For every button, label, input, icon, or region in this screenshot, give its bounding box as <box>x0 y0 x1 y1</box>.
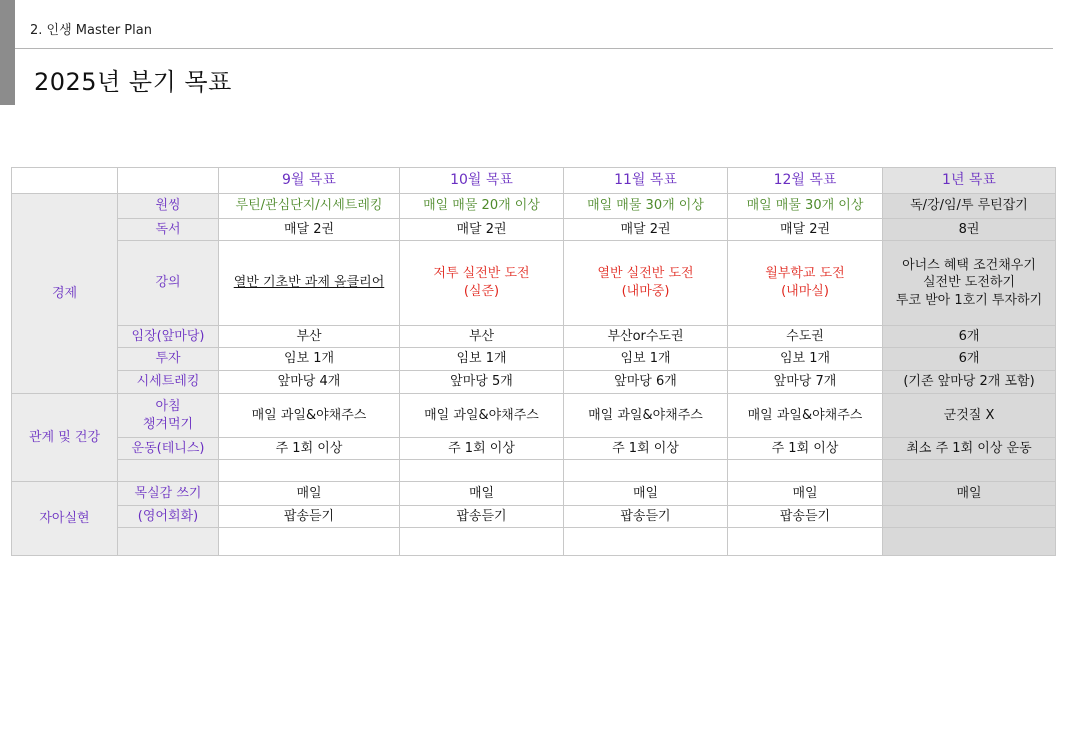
table-cell <box>219 460 400 482</box>
table-cell: 매일 <box>219 482 400 506</box>
table-cell: 최소 주 1회 이상 운동 <box>883 438 1056 460</box>
table-cell <box>883 528 1056 556</box>
table-cell: 매일 매물 20개 이상 <box>400 194 564 219</box>
table-cell: 매일 과일&야채주스 <box>728 394 883 438</box>
row-label-tracking: 시세트레킹 <box>118 371 219 394</box>
cell-note: (내마실) <box>781 284 829 299</box>
table-cell <box>728 241 883 326</box>
table-cell: 임보 1개 <box>400 348 564 371</box>
table-cell: 6개 <box>883 348 1056 371</box>
table-cell: 부산or수도권 <box>564 326 728 348</box>
table-row <box>12 460 1056 482</box>
table-row <box>12 394 1056 438</box>
table-cell: 앞마당 7개 <box>728 371 883 394</box>
row-label-exercise: 운동(테니스) <box>118 438 219 460</box>
table-cell: 독/강/임/투 루틴잡기 <box>883 194 1056 219</box>
table-cell: 임보 1개 <box>564 348 728 371</box>
category-self: 자아실현 <box>12 482 118 556</box>
table-cell: 주 1회 이상 <box>219 438 400 460</box>
table-cell: (기존 앞마당 2개 포함) <box>883 371 1056 394</box>
table-cell: 앞마당 5개 <box>400 371 564 394</box>
table-cell: 앞마당 4개 <box>219 371 400 394</box>
table-row <box>12 219 1056 241</box>
table-cell: 8권 <box>883 219 1056 241</box>
table-cell: 주 1회 이상 <box>728 438 883 460</box>
table-cell: 열반 기초반 과제 올클리어 <box>219 241 400 326</box>
table-cell: 매일 매물 30개 이상 <box>728 194 883 219</box>
table-row <box>12 482 1056 506</box>
section-label: 2. 인생 Master Plan <box>30 23 152 38</box>
table-cell: 팝송듣기 <box>400 506 564 528</box>
table-cell <box>219 528 400 556</box>
row-label-empty <box>118 460 219 482</box>
header-row <box>12 168 1056 194</box>
table-cell: 임보 1개 <box>219 348 400 371</box>
header-nov: 11월 목표 <box>564 168 728 194</box>
row-label-lecture: 강의 <box>118 241 219 326</box>
row-label-visit: 임장(앞마당) <box>118 326 219 348</box>
header-divider <box>15 48 1053 49</box>
table-row <box>12 241 1056 326</box>
row-label-gratitude: 목실감 쓰기 <box>118 482 219 506</box>
goal-table <box>11 167 1056 556</box>
table-cell: 부산 <box>219 326 400 348</box>
table-cell: 매일 매물 30개 이상 <box>564 194 728 219</box>
table-cell <box>564 460 728 482</box>
table-cell: 앞마당 6개 <box>564 371 728 394</box>
cell-note: (내마중) <box>621 284 670 299</box>
category-relation-health: 관계 및 건강 <box>12 394 118 482</box>
row-label-english: (영어회화) <box>118 506 219 528</box>
table-cell: 매일 <box>400 482 564 506</box>
table-cell: 매달 2권 <box>728 219 883 241</box>
table-row <box>12 194 1056 219</box>
side-accent-bar <box>0 0 15 105</box>
header-sep: 9월 목표 <box>219 168 400 194</box>
category-economy: 경제 <box>12 194 118 394</box>
table-cell: 매일 과일&야채주스 <box>564 394 728 438</box>
table-cell: 임보 1개 <box>728 348 883 371</box>
table-cell: 팝송듣기 <box>219 506 400 528</box>
row-label-onething: 원씽 <box>118 194 219 219</box>
table-cell <box>883 506 1056 528</box>
table-cell: 매달 2권 <box>564 219 728 241</box>
cell-line: 실전반 도전하기 <box>922 275 1016 291</box>
table-cell <box>564 241 728 326</box>
table-cell <box>728 460 883 482</box>
header-dec: 12월 목표 <box>728 168 883 194</box>
table-cell: 주 1회 이상 <box>400 438 564 460</box>
corner-cell <box>12 168 118 194</box>
table-cell <box>400 241 564 326</box>
page-title: 2025년 분기 목표 <box>34 68 232 96</box>
cell-line: 투코 받아 1호기 투자하기 <box>895 292 1043 308</box>
table-cell: 주 1회 이상 <box>564 438 728 460</box>
table-cell <box>400 460 564 482</box>
table-cell: 매일 과일&야채주스 <box>219 394 400 438</box>
table-row <box>12 371 1056 394</box>
table-cell: 매일 <box>728 482 883 506</box>
table-cell: 군것질 X <box>883 394 1056 438</box>
cell-note: (실준) <box>463 284 500 299</box>
table-cell: 수도권 <box>728 326 883 348</box>
label-line: 챙겨먹기 <box>142 416 194 432</box>
table-cell: 팝송듣기 <box>728 506 883 528</box>
table-cell: 매일 과일&야채주스 <box>400 394 564 438</box>
table-cell <box>728 528 883 556</box>
label-line: 아침 <box>155 398 181 414</box>
table-cell <box>400 528 564 556</box>
table-cell: 매달 2권 <box>400 219 564 241</box>
cell-line: 열반 실전반 도전 <box>597 266 694 282</box>
header-oct: 10월 목표 <box>400 168 564 194</box>
cell-line: 저투 실전반 도전 <box>433 266 530 282</box>
cell-line: 아너스 혜택 조건채우기 <box>902 257 1036 273</box>
table-cell: 매일 <box>564 482 728 506</box>
table-row <box>12 528 1056 556</box>
table-row <box>12 348 1056 371</box>
cell-line: 월부학교 도전 <box>765 266 845 282</box>
row-label-invest: 투자 <box>118 348 219 371</box>
corner-cell <box>118 168 219 194</box>
row-label-breakfast <box>118 394 219 438</box>
table-cell <box>564 528 728 556</box>
row-label-empty <box>118 528 219 556</box>
table-cell: 팝송듣기 <box>564 506 728 528</box>
table-cell: 루틴/관심단지/시세트레킹 <box>219 194 400 219</box>
table-row <box>12 506 1056 528</box>
table-row <box>12 438 1056 460</box>
table-cell <box>883 460 1056 482</box>
table-cell <box>883 241 1056 326</box>
table-row <box>12 326 1056 348</box>
table-cell: 부산 <box>400 326 564 348</box>
table-cell: 6개 <box>883 326 1056 348</box>
row-label-reading: 독서 <box>118 219 219 241</box>
table-cell: 매일 <box>883 482 1056 506</box>
header-year: 1년 목표 <box>883 168 1056 194</box>
table-cell: 매달 2권 <box>219 219 400 241</box>
